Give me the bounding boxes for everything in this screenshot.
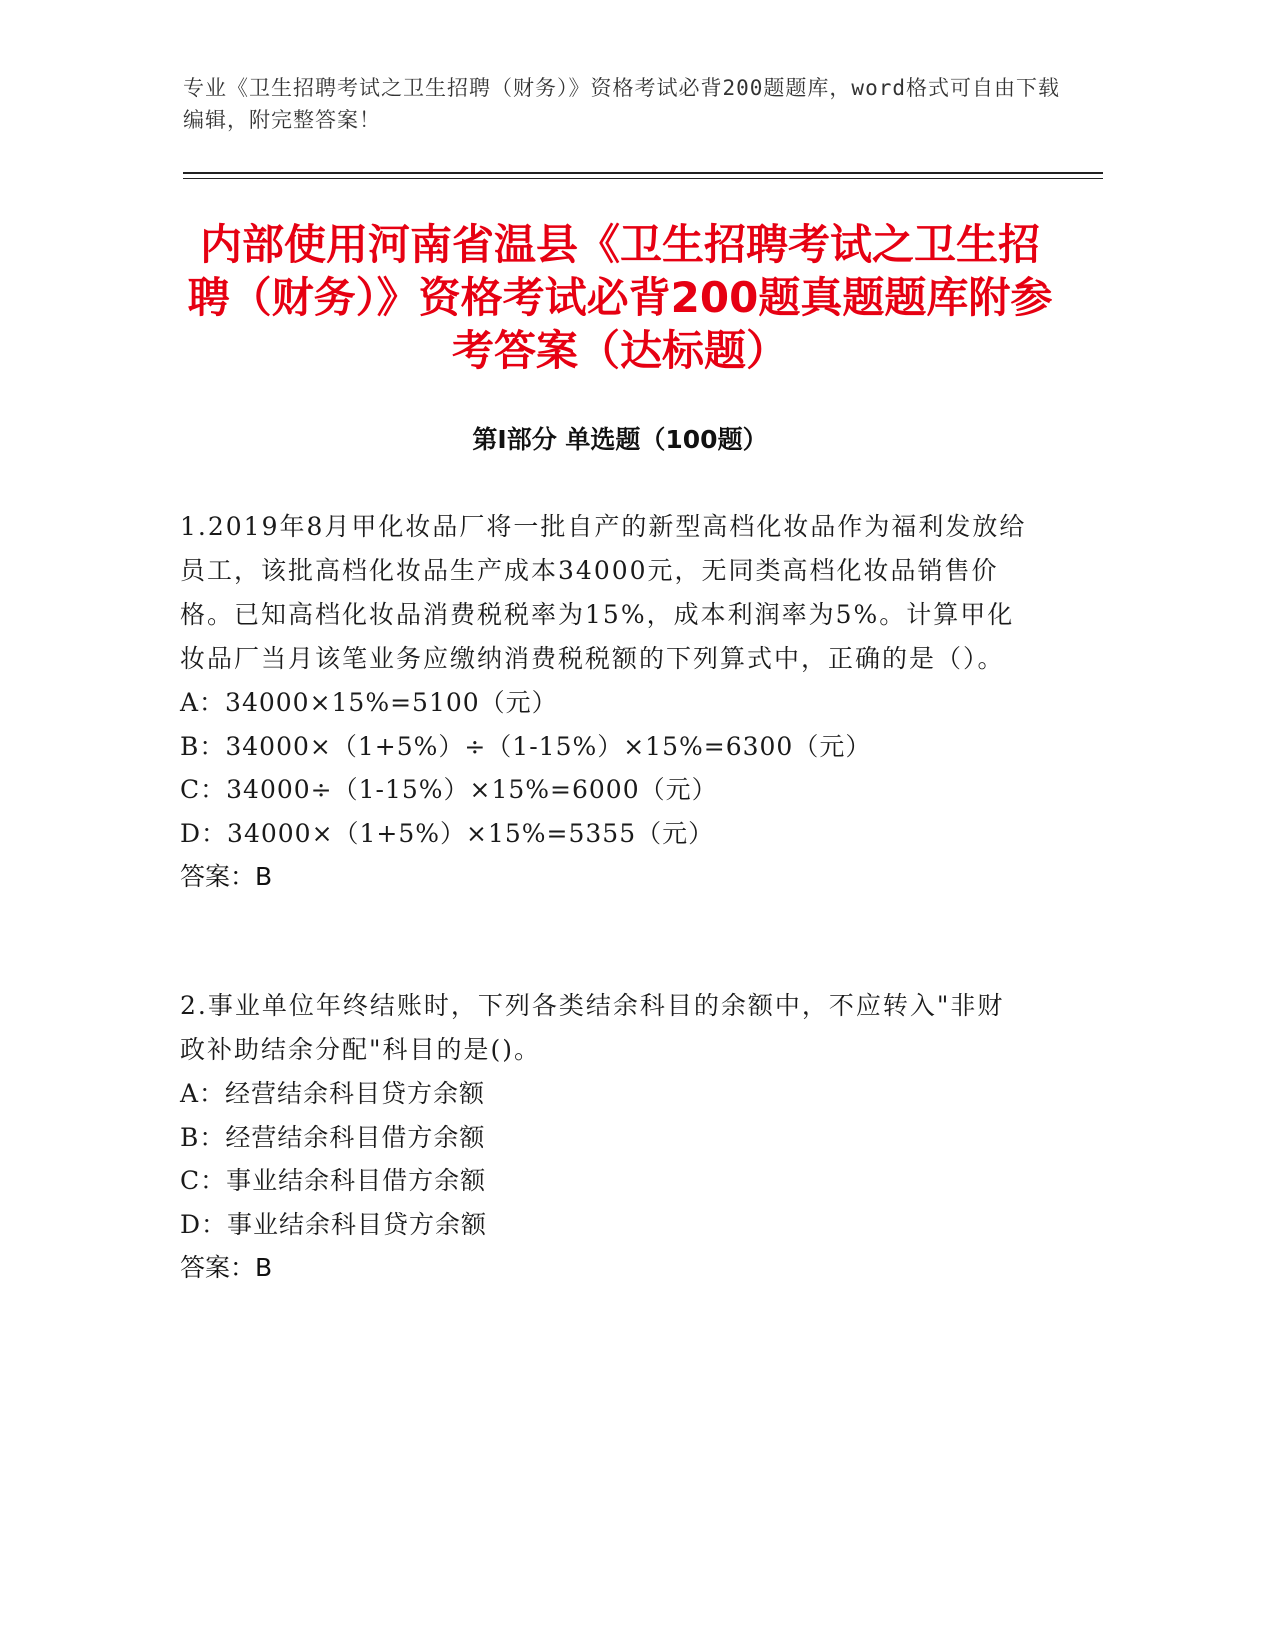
option-c: C：事业结余科目借方余额 — [180, 1166, 487, 1195]
document-title: 内部使用河南省温县《卫生招聘考试之卫生招聘（财务）》资格考试必背200题真题题库附参考答案（达标题） — [187, 220, 1053, 375]
document-header-note: 专业《卫生招聘考试之卫生招聘（财务）》资格考试必背200题题库，word格式可自由下载编辑，附完整答案！ — [183, 76, 1060, 132]
header-divider-thin — [183, 178, 1103, 179]
option-b: B：经营结余科目借方余额 — [180, 1122, 486, 1152]
question-stem: 2.事业单位年终结账时，下列各类结余科目的余额中，不应转入"非财政补助结余分配"科目的是()。 — [180, 991, 1005, 1064]
question-stem: 1.2019年8月甲化妆品厂将一批自产的新型高档化妆品作为福利发放给员工，该批高档化妆品生产成本34000元，无同类高档化妆品销售价格。已知高档化妆品消费税税率为15%，成本利润率为5%。计算甲化妆品厂当月该笔业务应缴纳消费税税额的下列算式中，正确的是（）。 — [180, 512, 1027, 673]
header-divider-thick — [183, 172, 1103, 174]
option-a: A：34000×15%=5100（元） — [180, 688, 558, 717]
option-list — [180, 681, 1030, 855]
option-d: D：34000×（1+5%）×15%=5355（元） — [180, 818, 715, 848]
option-d: D：事业结余科目贷方余额 — [180, 1209, 488, 1239]
answer-label: 答案：B — [180, 1253, 273, 1282]
option-list — [180, 1072, 1030, 1246]
section-title: 第Ⅰ部分 单选题（100题） — [472, 425, 768, 454]
question-1 — [180, 505, 1030, 899]
question-2 — [180, 984, 1030, 1290]
answer-label: 答案：B — [180, 862, 273, 891]
option-b: B：34000×（1+5%）÷（1-15%）×15%=6300（元） — [180, 731, 872, 761]
option-c: C：34000÷（1-15%）×15%=6000（元） — [180, 775, 718, 804]
option-a: A：经营结余科目贷方余额 — [180, 1079, 486, 1108]
